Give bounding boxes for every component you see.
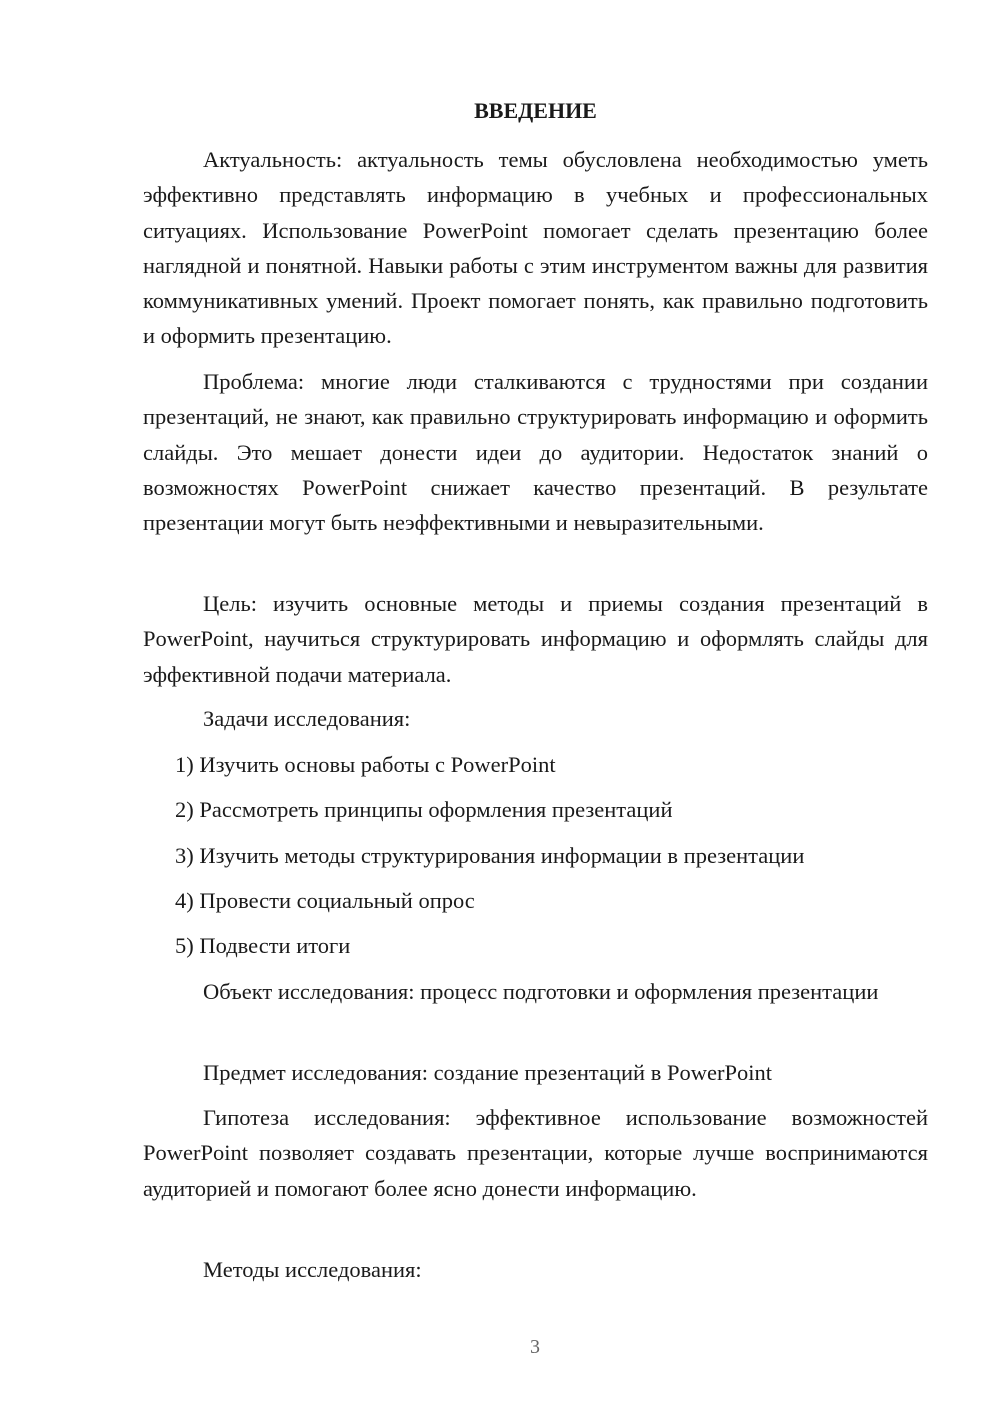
relevance-paragraph: Актуальность: актуальность темы обусловлена необходимостью уметь эффективно представлять информацию в учебных и профессиональных ситуациях. Использование PowerPoint помогает сделать презентацию более наглядной и понятной. Навыки работы с этим инструментом важны для развития коммуникативных умений. Проект помогает понять, как правильно подготовить и оформить презентацию. [143, 147, 928, 349]
page-number: 3 [530, 1336, 540, 1358]
problem-paragraph: Проблема: многие люди сталкиваются с трудностями при создании презентаций, не знают, как правильно структурировать информацию и оформить слайды. Это мешает донести идеи до аудитории. Недостаток знаний о возможностях PowerPoint снижает качество презентаций. В результате презентации могут быть неэффективными и невыразительными. [143, 369, 928, 536]
task-item: 5) Подвести итоги [175, 933, 351, 958]
subject-paragraph: Предмет исследования: создание презентаций в PowerPoint [203, 1060, 772, 1085]
page-title: ВВЕДЕНИЕ [474, 98, 597, 123]
hypothesis-paragraph: Гипотеза исследования: эффективное использование возможностей PowerPoint позволяет создавать презентации, которые лучше воспринимаются аудиторией и помогают более ясно донести информацию. [143, 1105, 928, 1201]
task-item: 3) Изучить методы структурирования информации в презентации [175, 843, 805, 868]
methods-heading: Методы исследования: [203, 1257, 422, 1282]
goal-paragraph: Цель: изучить основные методы и приемы создания презентаций в PowerPoint, научиться структурировать информацию и оформлять слайды для эффективной подачи материала. [143, 591, 928, 687]
task-item: 2) Рассмотреть принципы оформления презентаций [175, 797, 673, 822]
task-item: 4) Провести социальный опрос [175, 888, 475, 913]
task-item: 1) Изучить основы работы с PowerPoint [175, 752, 556, 777]
tasks-heading: Задачи исследования: [203, 706, 411, 731]
object-paragraph: Объект исследования: процесс подготовки и оформления презентации [203, 979, 879, 1004]
